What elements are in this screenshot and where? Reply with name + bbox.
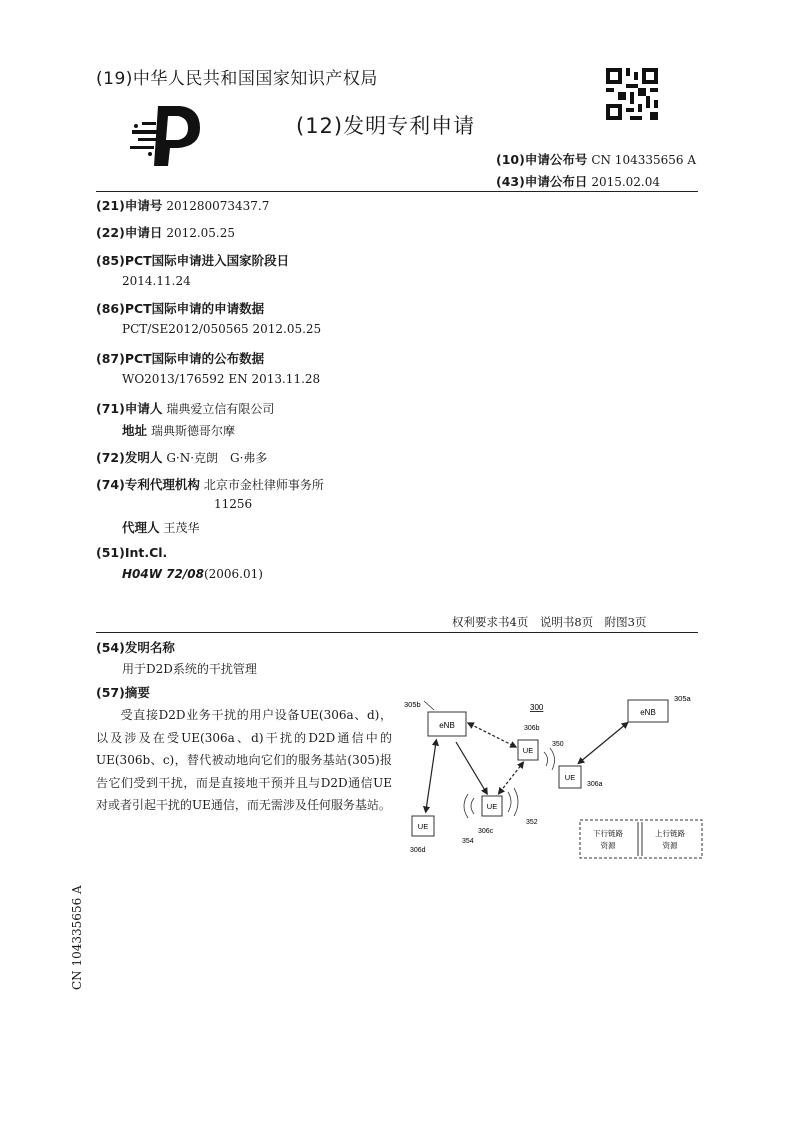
header-rule xyxy=(96,191,698,192)
agency-code: 11256 xyxy=(214,497,253,511)
page-counts: 权利要求书4页 说明书8页 附图3页 xyxy=(452,615,647,629)
pct-app-data: PCT/SE2012/050565 2012.05.25 xyxy=(122,322,322,336)
wave-354-a xyxy=(471,798,474,814)
body-rule xyxy=(96,632,698,633)
pub-number-label: (10)申请公布号 xyxy=(496,152,588,167)
cnipa-logo xyxy=(128,100,208,174)
ref-350: 350 xyxy=(552,741,564,748)
pct-app-label: (86)PCT国际申请的申请数据 xyxy=(96,301,265,316)
applicant-label: (71)申请人 xyxy=(96,401,163,416)
intcl-code: H04W 72/08 xyxy=(122,567,204,581)
invention-title: 用于D2D系统的干扰管理 xyxy=(122,662,257,676)
abstract-label: (57)摘要 xyxy=(96,685,150,700)
app-no-row xyxy=(96,196,269,214)
pct-pub-data: WO2013/176592 EN 2013.11.28 xyxy=(122,372,321,386)
link-enb-306a xyxy=(580,724,626,762)
qr-code xyxy=(606,68,658,124)
app-date-label: (22)申请日 xyxy=(96,225,163,240)
address-row xyxy=(122,421,235,439)
wave-352-a xyxy=(508,792,511,812)
app-date-row xyxy=(96,223,235,241)
intcl-row xyxy=(122,567,263,581)
inventor-label: (72)发明人 xyxy=(96,450,163,465)
applicant-row xyxy=(96,399,274,417)
ue-306a-text: UE xyxy=(564,773,576,782)
pct-entry-date: 2014.11.24 xyxy=(122,274,191,288)
legend-uplink-1: 上行链路 xyxy=(655,829,685,838)
wave-354-b xyxy=(464,794,468,818)
pub-date: 2015.02.04 xyxy=(591,175,661,189)
agent: 王茂华 xyxy=(163,521,200,535)
side-publication-number: CN 104335656 A xyxy=(70,885,84,990)
app-no-label: (21)申请号 xyxy=(96,198,163,213)
pub-number-row xyxy=(496,150,696,168)
intcl-label: (51)Int.Cl. xyxy=(96,545,168,560)
address-label: 地址 xyxy=(122,423,148,438)
legend-uplink-2: 资源 xyxy=(662,841,678,850)
pub-date-label: (43)申请公布日 xyxy=(496,174,588,189)
wave-350-b xyxy=(550,748,555,770)
ref-352: 352 xyxy=(526,819,538,826)
abstract-text xyxy=(96,704,392,817)
resource-legend-box xyxy=(580,820,702,858)
pub-number: CN 104335656 A xyxy=(591,153,697,167)
agency: 北京市金杜律师事务所 xyxy=(203,478,324,492)
ref-306d: 306d xyxy=(410,847,426,854)
app-no: 201280073437.7 xyxy=(166,199,270,213)
title-label: (54)发明名称 xyxy=(96,640,175,655)
link-enb-306c xyxy=(456,742,486,792)
agent-label: 代理人 xyxy=(122,520,160,535)
wave-352-b xyxy=(514,788,518,816)
app-date: 2012.05.25 xyxy=(166,226,236,240)
inventor-row xyxy=(96,448,267,466)
leader-305b xyxy=(424,701,434,710)
link-306c-306b xyxy=(500,764,522,792)
ref-306c: 306c xyxy=(478,828,494,835)
ue-306d-text: UE xyxy=(417,822,429,831)
ue-306c-text: UE xyxy=(486,802,498,811)
ue-306b-text: UE xyxy=(522,746,534,755)
pub-date-row xyxy=(496,172,660,190)
agency-label: (74)专利代理机构 xyxy=(96,477,200,492)
ref-306a: 306a xyxy=(587,781,603,788)
wave-350-a xyxy=(544,752,548,766)
doc-kind: (12)发明专利申请 xyxy=(296,114,476,138)
enb-left-text: eNB xyxy=(439,721,455,730)
inventor: G·N·克朗 G·弗多 xyxy=(166,451,268,465)
link-enb-306b xyxy=(470,724,514,746)
abstract-body: 受直接D2D业务干扰的用户设备UE(306a、d)，以及涉及在受UE(306a、d)干扰的D2D通信中的UE(306b、c)，替代被动地向它们的服务基站(305)报告它们受到干扰，而是直接地干预并且与D2D通信UE对或者引起干扰的UE通信，而无需涉及任何服务基站。 xyxy=(96,708,392,812)
fig-number: 300 xyxy=(530,703,544,712)
applicant: 瑞典爱立信有限公司 xyxy=(166,402,275,416)
ref-305a: 305a xyxy=(674,694,691,703)
abstract-figure xyxy=(404,692,704,866)
legend-downlink-1: 下行链路 xyxy=(593,829,623,838)
ref-305b: 305b xyxy=(404,700,421,709)
agency-row xyxy=(96,475,324,493)
intcl-date: (2006.01) xyxy=(203,567,263,581)
legend-downlink-2: 资源 xyxy=(600,841,616,850)
pct-pub-label: (87)PCT国际申请的公布数据 xyxy=(96,351,265,366)
ref-306b: 306b xyxy=(524,725,540,732)
address: 瑞典斯德哥尔摩 xyxy=(151,424,236,438)
ref-354: 354 xyxy=(462,838,474,845)
agent-row xyxy=(122,518,200,536)
enb-right-text: eNB xyxy=(640,708,656,717)
link-enb-306d xyxy=(426,742,436,810)
office-name: (19)中华人民共和国国家知识产权局 xyxy=(96,69,378,89)
pct-entry-label: (85)PCT国际申请进入国家阶段日 xyxy=(96,253,290,268)
